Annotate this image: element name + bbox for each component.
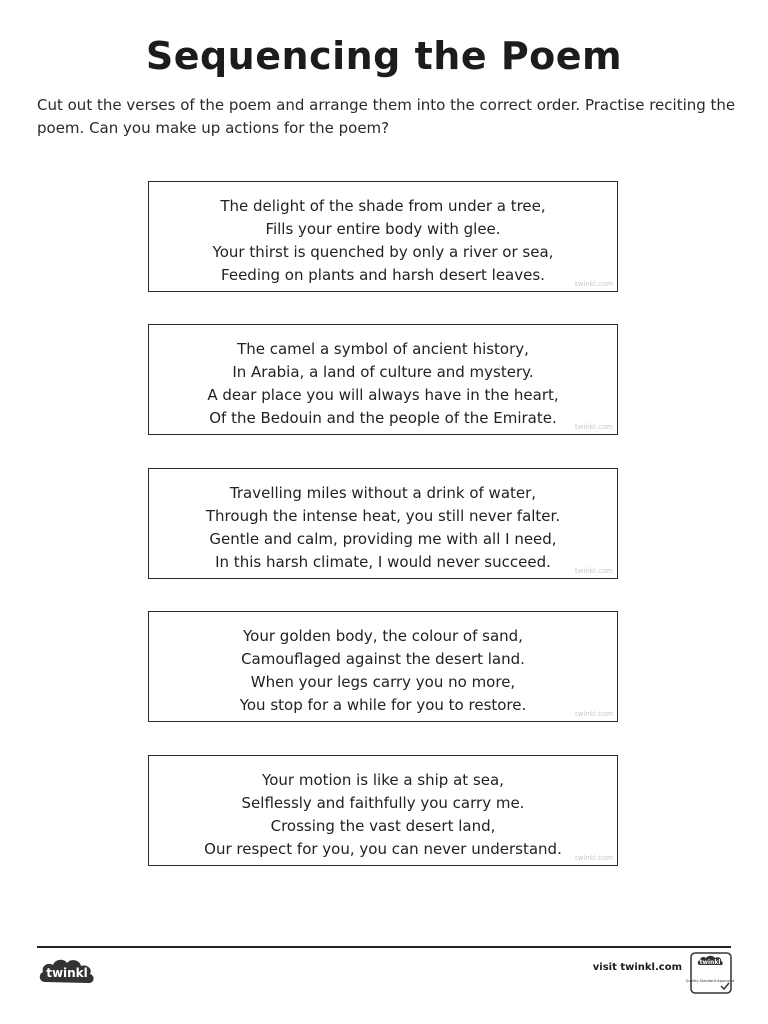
verse-line: The delight of the shade from under a tree, bbox=[220, 197, 546, 215]
watermark: twinkl.com bbox=[574, 567, 613, 575]
verse-line: Your golden body, the colour of sand, bbox=[243, 627, 523, 645]
quality-standard-badge-icon bbox=[685, 952, 735, 994]
twinkl-logo[interactable] bbox=[37, 954, 99, 988]
verse-line: Crossing the vast desert land, bbox=[270, 817, 496, 835]
verse-line: Your thirst is quenched by only a river or sea, bbox=[212, 243, 554, 261]
verse-line: When your legs carry you no more, bbox=[250, 673, 516, 691]
page-title: Sequencing the Poem bbox=[145, 34, 623, 78]
verse-card bbox=[148, 324, 618, 435]
watermark: twinkl.com bbox=[574, 710, 613, 718]
watermark: twinkl.com bbox=[574, 854, 613, 862]
footer-divider bbox=[37, 946, 731, 948]
quality-badge bbox=[685, 952, 735, 994]
verse-line: Through the intense heat, you still never falter. bbox=[205, 507, 561, 525]
verse-line: Travelling miles without a drink of water, bbox=[229, 484, 537, 502]
verse-card bbox=[148, 611, 618, 722]
verse-line: A dear place you will always have in the heart, bbox=[207, 386, 559, 404]
verse-card bbox=[148, 755, 618, 866]
verse-line: Your motion is like a ship at sea, bbox=[262, 771, 504, 789]
verse-line: Selflessly and faithfully you carry me. bbox=[241, 794, 525, 812]
logo-wordmark: twinkl bbox=[46, 966, 88, 980]
verse-card bbox=[148, 181, 618, 292]
verse-line: Feeding on plants and harsh desert leaves. bbox=[221, 266, 545, 284]
watermark: twinkl.com bbox=[574, 280, 613, 288]
verse-line: Of the Bedouin and the people of the Emirate. bbox=[209, 409, 557, 427]
instructions-text: Cut out the verses of the poem and arrange them into the correct order. Practise reciting the poem. Can you make up actions for the poem? bbox=[37, 96, 736, 137]
verse-line: In this harsh climate, I would never succeed. bbox=[215, 553, 551, 571]
verse-line: The camel a symbol of ancient history, bbox=[237, 340, 529, 358]
watermark: twinkl.com bbox=[574, 423, 613, 431]
verse-line: Gentle and calm, providing me with all I need, bbox=[209, 530, 557, 548]
verse-line: Camouflaged against the desert land. bbox=[241, 650, 525, 668]
verse-line: Fills your entire body with glee. bbox=[265, 220, 501, 238]
badge-caption: Quality Standard Approved bbox=[685, 979, 735, 983]
verse-line: In Arabia, a land of culture and mystery. bbox=[232, 363, 534, 381]
badge-brand: twinkl bbox=[699, 959, 721, 966]
verse-line: You stop for a while for you to restore. bbox=[239, 696, 527, 714]
verse-line: Our respect for you, you can never understand. bbox=[204, 840, 562, 858]
verse-card bbox=[148, 468, 618, 579]
visit-website-link[interactable]: visit twinkl.com bbox=[592, 962, 682, 973]
twinkl-cloud-logo-icon bbox=[37, 954, 99, 988]
